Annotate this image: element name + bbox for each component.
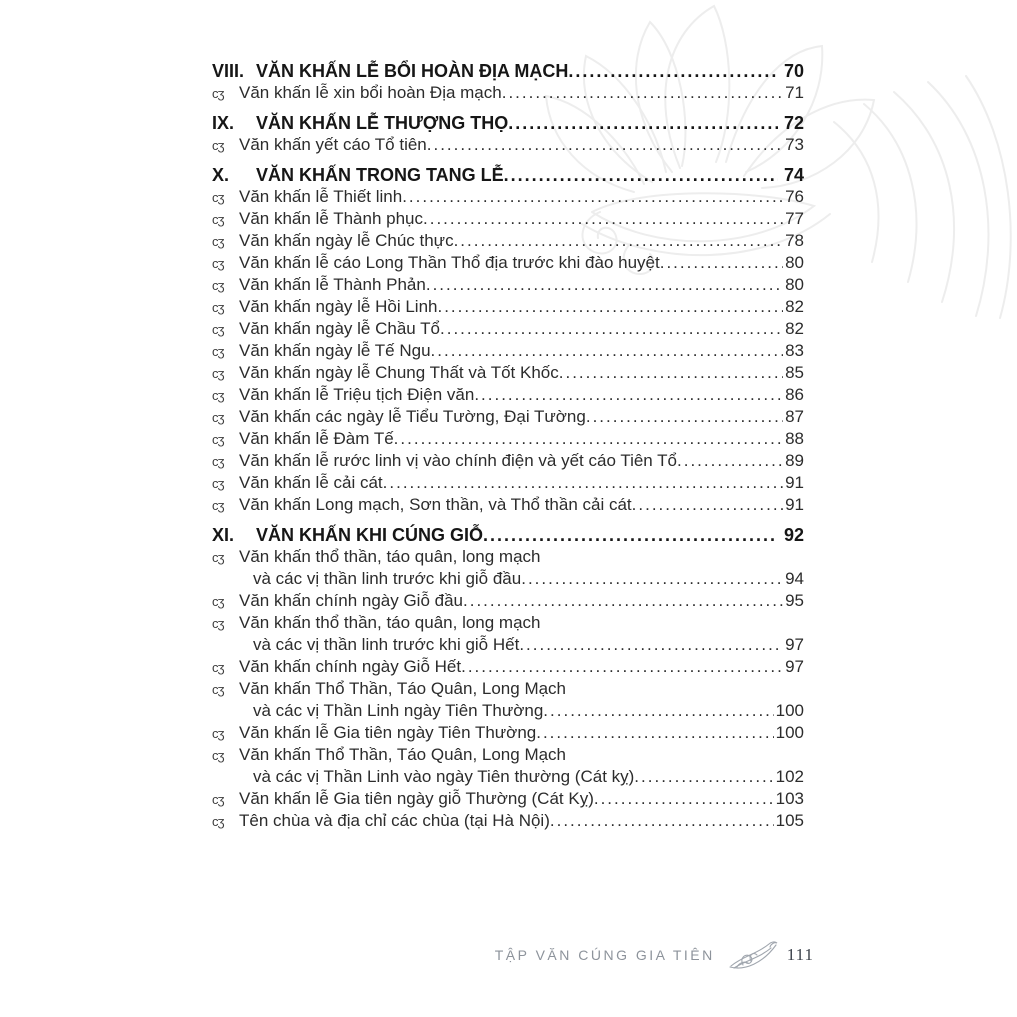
section-numeral: VIII. bbox=[212, 61, 245, 81]
toc-item bbox=[212, 208, 804, 230]
dot-leader bbox=[461, 656, 783, 678]
bullet-icon: cʒ bbox=[212, 814, 224, 829]
dot-leader bbox=[483, 524, 778, 546]
bullet-icon: cʒ bbox=[212, 212, 224, 227]
dot-leader bbox=[632, 494, 783, 516]
toc-item bbox=[212, 428, 804, 450]
dot-leader bbox=[426, 274, 783, 296]
toc-section bbox=[212, 524, 804, 832]
toc-item-page-number: 105 bbox=[775, 811, 804, 830]
bullet-icon: cʒ bbox=[212, 432, 224, 447]
toc-item bbox=[212, 406, 804, 428]
dot-leader bbox=[437, 296, 783, 318]
toc-section bbox=[212, 112, 804, 156]
toc-item-page-number: 91 bbox=[785, 495, 804, 514]
toc-item-page-number: 85 bbox=[785, 363, 804, 382]
toc-item-page-number: 83 bbox=[785, 341, 804, 360]
toc-item-label: và các vị Thần Linh vào ngày Tiên thường (Cát kỵ) bbox=[253, 767, 635, 786]
toc-item-label: Văn khấn chính ngày Giỗ Hết bbox=[239, 657, 462, 676]
bullet-icon: cʒ bbox=[212, 660, 224, 675]
toc-item-page-number: 71 bbox=[785, 83, 804, 102]
bullet-icon: cʒ bbox=[212, 138, 224, 153]
toc-item bbox=[212, 296, 804, 318]
toc-item bbox=[212, 82, 804, 104]
toc-item-label: Văn khấn lễ Triệu tịch Điện văn bbox=[239, 385, 475, 404]
toc-item bbox=[212, 744, 804, 766]
dot-leader bbox=[502, 82, 783, 104]
toc-item-label: Văn khấn lễ Thiết linh bbox=[239, 187, 403, 206]
toc-section-heading bbox=[212, 164, 804, 186]
toc-item-page-number: 102 bbox=[775, 767, 804, 786]
bullet-icon: cʒ bbox=[212, 454, 224, 469]
toc-item-label: Văn khấn lễ cải cát bbox=[239, 473, 383, 492]
toc-item-page-number: 86 bbox=[785, 385, 804, 404]
toc-item bbox=[212, 362, 804, 384]
toc-item bbox=[212, 810, 804, 832]
toc-item-label: Văn khấn yết cáo Tổ tiên bbox=[239, 135, 427, 154]
section-page-number: 74 bbox=[783, 165, 804, 185]
toc-item-label: Văn khấn ngày lễ Hồi Linh bbox=[239, 297, 438, 316]
footer-logo-icon bbox=[727, 938, 779, 972]
toc-item-page-number: 87 bbox=[785, 407, 804, 426]
toc-item-label: Văn khấn lễ Gia tiên ngày giỗ Thường (Cát Kỵ) bbox=[239, 789, 594, 808]
toc-item-label: Văn khấn Long mạch, Sơn thần, và Thổ thần cải cát bbox=[239, 495, 632, 514]
dot-leader bbox=[550, 810, 774, 832]
toc-item bbox=[212, 134, 804, 156]
toc-item-label: và các vị thần linh trước khi giỗ đầu bbox=[253, 569, 522, 588]
table-of-contents bbox=[212, 60, 804, 832]
toc-item bbox=[212, 546, 804, 568]
toc-item-label: Văn khấn thổ thần, táo quân, long mạch bbox=[239, 613, 541, 632]
toc-item bbox=[212, 494, 804, 516]
bullet-icon: cʒ bbox=[212, 388, 224, 403]
bullet-icon: cʒ bbox=[212, 550, 224, 565]
toc-item-page-number: 82 bbox=[785, 297, 804, 316]
toc-section bbox=[212, 60, 804, 104]
toc-item-continuation bbox=[253, 568, 804, 590]
bullet-icon: cʒ bbox=[212, 300, 224, 315]
toc-item bbox=[212, 472, 804, 494]
dot-leader bbox=[394, 428, 783, 450]
toc-item-label: và các vị Thần Linh ngày Tiên Thường bbox=[253, 701, 544, 720]
toc-item-label: Văn khấn ngày lễ Tế Ngu bbox=[239, 341, 431, 360]
bullet-icon: cʒ bbox=[212, 498, 224, 513]
toc-item bbox=[212, 722, 804, 744]
dot-leader bbox=[431, 340, 784, 362]
toc-item-label: Tên chùa và địa chỉ các chùa (tại Hà Nội) bbox=[239, 811, 550, 830]
toc-section bbox=[212, 164, 804, 516]
toc-item-label: Văn khấn Thổ Thần, Táo Quân, Long Mạch bbox=[239, 745, 567, 764]
toc-item-label: và các vị thần linh trước khi giỗ Hết bbox=[253, 635, 520, 654]
toc-section-heading bbox=[212, 112, 804, 134]
toc-item bbox=[212, 252, 804, 274]
toc-item bbox=[212, 450, 804, 472]
section-page-number: 70 bbox=[783, 61, 804, 81]
toc-item-page-number: 88 bbox=[785, 429, 804, 448]
dot-leader bbox=[543, 700, 773, 722]
toc-item-page-number: 77 bbox=[785, 209, 804, 228]
toc-item-label: Văn khấn lễ rước linh vị vào chính điện và yết cáo Tiên Tổ bbox=[239, 451, 678, 470]
toc-item-label: Văn khấn ngày lễ Chung Thất và Tốt Khốc bbox=[239, 363, 559, 382]
dot-leader bbox=[508, 112, 778, 134]
bullet-icon: cʒ bbox=[212, 366, 224, 381]
section-title: VĂN KHẤN LỄ BỔI HOÀN ĐỊA MẠCH bbox=[256, 61, 569, 81]
section-numeral: XI. bbox=[212, 525, 235, 545]
toc-item-label: Văn khấn lễ Thành Phản bbox=[239, 275, 426, 294]
dot-leader bbox=[536, 722, 773, 744]
toc-item bbox=[212, 230, 804, 252]
toc-item-label: Văn khấn các ngày lễ Tiểu Tường, Đại Tường bbox=[239, 407, 586, 426]
bullet-icon: cʒ bbox=[212, 792, 224, 807]
dot-leader bbox=[474, 384, 783, 406]
toc-section-heading bbox=[212, 60, 804, 82]
bullet-icon: cʒ bbox=[212, 86, 224, 101]
section-numeral: IX. bbox=[212, 113, 235, 133]
toc-item bbox=[212, 590, 804, 612]
dot-leader bbox=[440, 318, 783, 340]
toc-item bbox=[212, 340, 804, 362]
bullet-icon: cʒ bbox=[212, 594, 224, 609]
bullet-icon: cʒ bbox=[212, 322, 224, 337]
dot-leader bbox=[559, 362, 783, 384]
section-title: VĂN KHẤN KHI CÚNG GIỖ bbox=[256, 525, 484, 545]
toc-item-label: Văn khấn ngày lễ Chầu Tổ bbox=[239, 319, 440, 338]
section-numeral: X. bbox=[212, 165, 230, 185]
toc-item-label: Văn khấn lễ xin bổi hoàn Địa mạch bbox=[239, 83, 502, 102]
toc-item-page-number: 100 bbox=[775, 723, 804, 742]
toc-item bbox=[212, 274, 804, 296]
dot-leader bbox=[454, 230, 784, 252]
bullet-icon: cʒ bbox=[212, 682, 224, 697]
toc-item-page-number: 103 bbox=[775, 789, 804, 808]
toc-item bbox=[212, 678, 804, 700]
section-title: VĂN KHẤN LỄ THƯỢNG THỌ bbox=[256, 113, 509, 133]
folio-page-number: 111 bbox=[786, 945, 814, 964]
toc-item-label: Văn khấn lễ Đàm Tế bbox=[239, 429, 394, 448]
section-page-number: 92 bbox=[783, 525, 804, 545]
toc-item-page-number: 80 bbox=[785, 275, 804, 294]
toc-item-page-number: 97 bbox=[785, 657, 804, 676]
toc-item-label: Văn khấn lễ cáo Long Thần Thổ địa trước khi đào huyệt bbox=[239, 253, 660, 272]
toc-item bbox=[212, 318, 804, 340]
toc-item bbox=[212, 788, 804, 810]
bullet-icon: cʒ bbox=[212, 256, 224, 271]
dot-leader bbox=[677, 450, 783, 472]
dot-leader bbox=[521, 568, 783, 590]
toc-item-label: Văn khấn ngày lễ Chúc thực bbox=[239, 231, 454, 250]
toc-item bbox=[212, 186, 804, 208]
bullet-icon: cʒ bbox=[212, 234, 224, 249]
toc-section-heading bbox=[212, 524, 804, 546]
toc-item-continuation bbox=[253, 700, 804, 722]
toc-item bbox=[212, 384, 804, 406]
page-footer bbox=[495, 938, 814, 972]
toc-item-page-number: 82 bbox=[785, 319, 804, 338]
section-title: VĂN KHẤN TRONG TANG LỄ bbox=[256, 165, 504, 185]
dot-leader bbox=[423, 208, 783, 230]
footer-book-title: TẬP VĂN CÚNG GIA TIÊN bbox=[494, 947, 715, 963]
toc-item-continuation bbox=[253, 634, 804, 656]
dot-leader bbox=[504, 164, 778, 186]
dot-leader bbox=[463, 590, 783, 612]
bullet-icon: cʒ bbox=[212, 726, 224, 741]
toc-item-page-number: 97 bbox=[785, 635, 804, 654]
toc-item-page-number: 76 bbox=[785, 187, 804, 206]
dot-leader bbox=[402, 186, 783, 208]
toc-item-page-number: 100 bbox=[775, 701, 804, 720]
bullet-icon: cʒ bbox=[212, 190, 224, 205]
dot-leader bbox=[660, 252, 783, 274]
dot-leader bbox=[586, 406, 783, 428]
bullet-icon: cʒ bbox=[212, 616, 224, 631]
bullet-icon: cʒ bbox=[212, 410, 224, 425]
bullet-icon: cʒ bbox=[212, 748, 224, 763]
toc-item-label: Văn khấn lễ Gia tiên ngày Tiên Thường bbox=[239, 723, 537, 742]
section-page-number: 72 bbox=[783, 113, 804, 133]
dot-leader bbox=[594, 788, 774, 810]
toc-item-page-number: 89 bbox=[785, 451, 804, 470]
toc-item-page-number: 94 bbox=[785, 569, 804, 588]
toc-item-label: Văn khấn lễ Thành phục bbox=[239, 209, 423, 228]
toc-item-page-number: 78 bbox=[785, 231, 804, 250]
dot-leader bbox=[383, 472, 783, 494]
dot-leader bbox=[519, 634, 783, 656]
toc-item bbox=[212, 612, 804, 634]
toc-item bbox=[212, 656, 804, 678]
toc-item-page-number: 95 bbox=[785, 591, 804, 610]
toc-item-continuation bbox=[253, 766, 804, 788]
toc-item-page-number: 73 bbox=[785, 135, 804, 154]
toc-item-label: Văn khấn Thổ Thần, Táo Quân, Long Mạch bbox=[239, 679, 567, 698]
toc-item-page-number: 91 bbox=[785, 473, 804, 492]
bullet-icon: cʒ bbox=[212, 278, 224, 293]
bullet-icon: cʒ bbox=[212, 344, 224, 359]
bullet-icon: cʒ bbox=[212, 476, 224, 491]
dot-leader bbox=[427, 134, 783, 156]
dot-leader bbox=[568, 60, 778, 82]
toc-item-page-number: 80 bbox=[785, 253, 804, 272]
toc-item-label: Văn khấn thổ thần, táo quân, long mạch bbox=[239, 547, 541, 566]
toc-item-label: Văn khấn chính ngày Giỗ đầu bbox=[239, 591, 463, 610]
dot-leader bbox=[634, 766, 773, 788]
